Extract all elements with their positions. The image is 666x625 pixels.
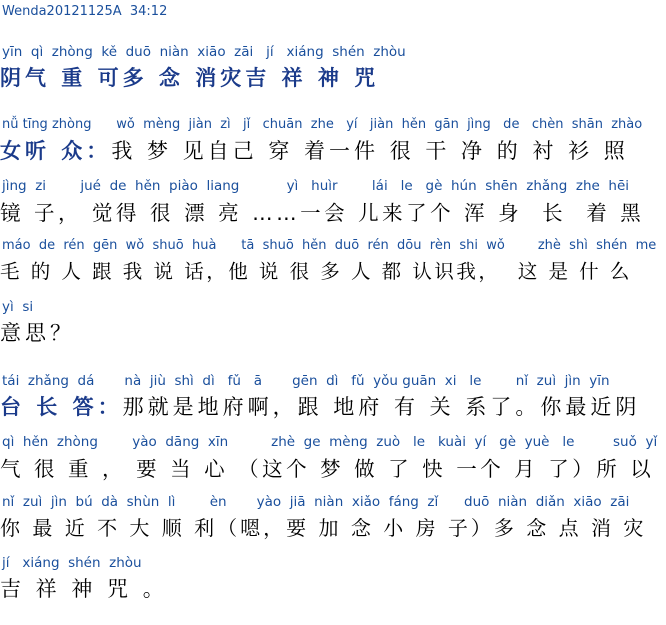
hanzi-row (0, 62, 379, 92)
hanzi-text: 阴气 重 可多 念 消灾吉 祥 神 咒 (0, 66, 380, 90)
hanzi-text: 吉 祥 神 咒 。 (0, 577, 168, 601)
hanzi-text: 你 最 近 不 大 顺 利（嗯，要 加 念 小 房 子）多 念 点 消 灾 (0, 516, 647, 540)
pinyin-row: jìng zi jué de hěn piào liang yì huìr lái le gè hún shēn zhǎng zhe hēi (2, 178, 630, 194)
hanzi-row (0, 317, 75, 347)
hanzi-row (0, 512, 646, 541)
hanzi-text: 意思？ (0, 321, 75, 345)
pinyin-row: jí xiáng shén zhòu (2, 555, 142, 571)
hanzi-row (0, 391, 640, 421)
hanzi-text: 镜 子， 觉得 很 漂 亮 ……一会 儿来了个 浑 身 长 着 黑 (0, 201, 645, 225)
speaker-label: 台 长 答： (0, 395, 123, 419)
pinyin-row: máo de rén gēn wǒ shuō huà tā shuō hěn duō rén dōu rèn shi wǒ zhè shì shén me (2, 238, 657, 253)
hanzi-text: 气 很 重 ， 要 当 心 （这个 梦 做 了 快 一个 月 了）所 以 (0, 457, 655, 481)
speaker-label: 女听 众： (0, 139, 112, 163)
hanzi-text: 那就是地府啊，跟 地府 有 关 系了。你最近阴 (122, 395, 641, 419)
pinyin-row: nǚ tīng zhòng wǒ mèng jiàn zì jǐ chuān zhe yí jiàn hěn gān jìng de chèn shān zhào (2, 117, 643, 132)
pinyin-row: yīn qì zhòng kě duō niàn xiāo zāi jí xiáng shén zhòu (2, 44, 406, 60)
pinyin-row: nǐ zuì jìn bú dà shùn lì èn yào jiā niàn xiǎo fáng zǐ duō niàn diǎn xiāo zāi (2, 494, 630, 510)
pinyin-row: tái zhǎng dá nà jiù shì dì fǔ ā gēn dì fǔ yǒu guān xi le nǐ zuì jìn yīn (2, 373, 610, 389)
pinyin-row: yì si (2, 299, 34, 315)
pinyin-row: qì hěn zhòng yào dāng xīn zhè ge mèng zuò le kuài yí gè yuè le suǒ yǐ (2, 434, 658, 450)
hanzi-row (0, 256, 632, 284)
hanzi-row (0, 135, 629, 165)
hanzi-row (0, 452, 654, 482)
transcript-header: Wenda20121125A 34:12 (2, 4, 168, 19)
hanzi-text: 毛 的 人 跟 我 说 话，他 说 很 多 人 都 认识我， 这 是 什 么 (0, 260, 632, 283)
hanzi-row (0, 573, 168, 603)
hanzi-row (0, 196, 644, 226)
hanzi-text: 我 梦 见自己 穿 着一件 很 干 净 的 衬 衫 照 (111, 139, 629, 163)
